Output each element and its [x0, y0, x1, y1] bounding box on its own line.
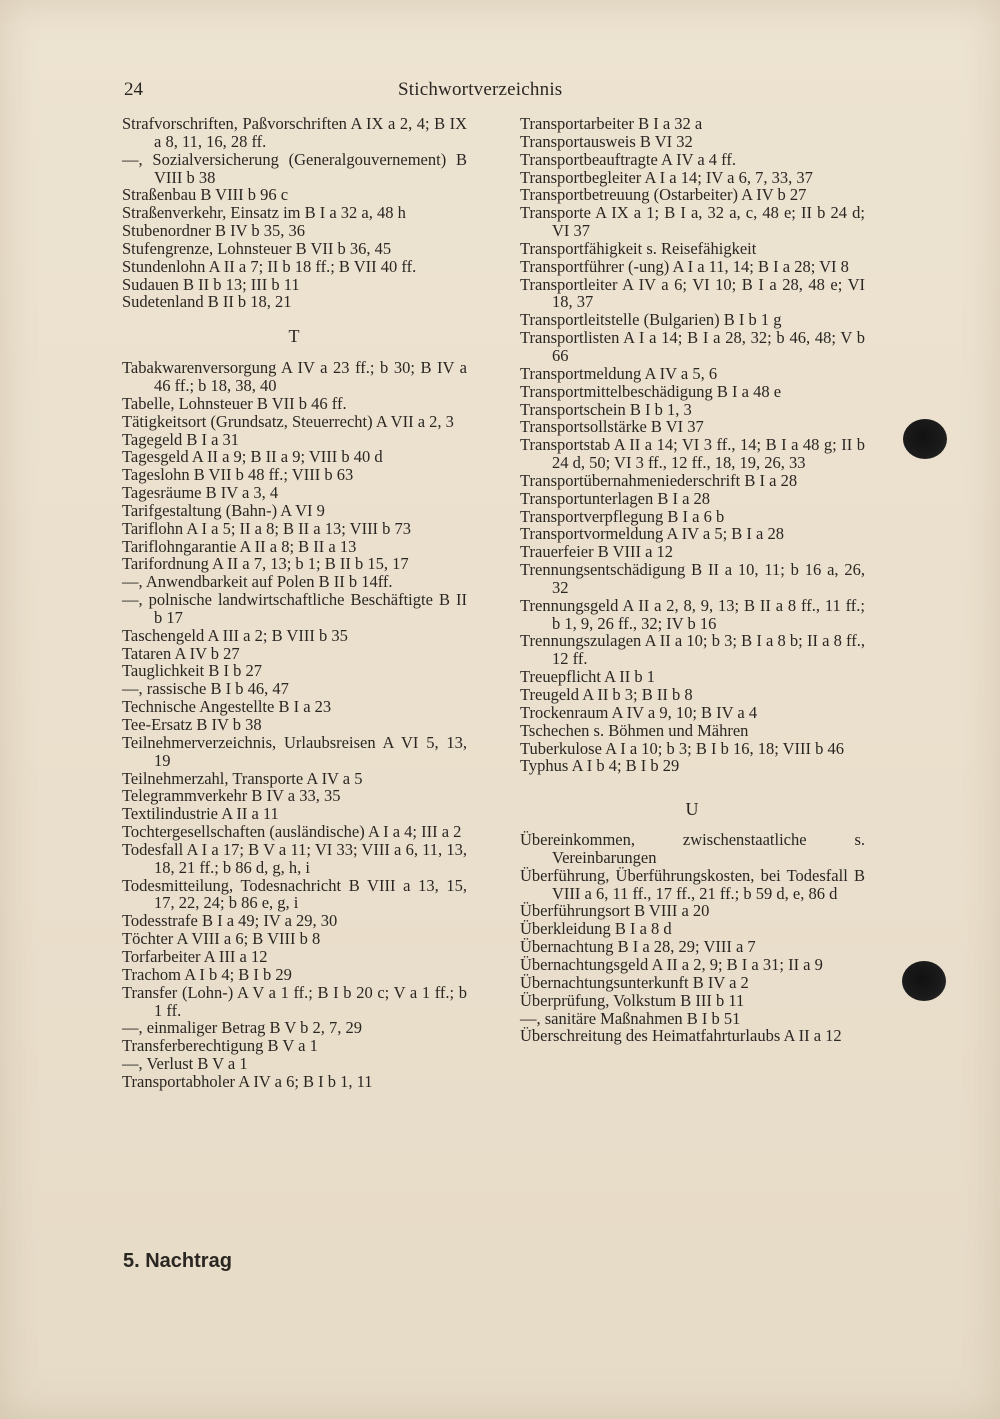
index-entry: Taschengeld A III a 2; B VIII b 35 — [122, 625, 348, 645]
index-entry: Transportlisten A I a 14; B I a 28, 32; b 46, 48; V b 66 — [520, 328, 865, 365]
index-entry: Sudetenland B II b 18, 21 — [122, 292, 292, 312]
index-entry: Textilindustrie A II a 11 — [122, 804, 279, 824]
index-entry: Teilnehmerverzeichnis, Urlaubsreisen A VI 5, 13, 19 — [122, 732, 467, 770]
index-entry: Teilnehmerzahl, Transporte A IV a 5 — [122, 768, 363, 788]
index-entry: Tuberkulose A I a 10; b 3; B I b 16, 18; VIII b 46 — [520, 738, 845, 758]
punch-hole — [902, 961, 946, 1001]
index-entry: Übernachtungsgeld A II a 2, 9; B I a 31; II a 9 — [520, 954, 823, 974]
index-entry: Transportleitstelle (Bulgarien) B I b 1 g — [520, 310, 782, 330]
index-entry: Typhus A I b 4; B I b 29 — [520, 756, 680, 776]
index-entry: Treugeld A II b 3; B II b 8 — [520, 685, 693, 704]
index-entry: Tätigkeitsort (Grundsatz, Steuerrecht) A VII a 2, 3 — [122, 411, 454, 431]
index-entry: —, Sozialversicherung (Generalgouvernement) B VIII b 38 — [122, 149, 467, 187]
section-letter-u: U — [685, 799, 700, 820]
index-entry: Transportschein B I b 1, 3 — [520, 399, 692, 419]
index-entry: —, sanitäre Maßnahmen B I b 51 — [520, 1008, 741, 1028]
index-entry: Überkleidung B I a 8 d — [520, 919, 672, 939]
index-entry: Überschreitung des Heimatfahrturlaubs A II a 12 — [520, 1026, 842, 1046]
index-entry: Transportverpflegung B I a 6 b — [520, 506, 725, 526]
index-entry: Transportleiter A IV a 6; VI 10; B I a 28, 48 e; VI 18, 37 — [520, 274, 865, 312]
index-entry: Tochtergesellschaften (ausländische) A I a 4; III a 2 — [122, 822, 462, 842]
index-entry: Töchter A VIII a 6; B VIII b 8 — [122, 929, 321, 949]
entries-u — [520, 831, 865, 1045]
index-entry: Transportbeauftragte A IV a 4 ff. — [520, 149, 736, 169]
index-entry: Transportbegleiter A I a 14; IV a 6, 7, 33, 37 — [520, 167, 813, 187]
index-entry: Tabelle, Lohnsteuer B VII b 46 ff. — [122, 393, 347, 413]
index-entry: —, einmaliger Betrag B V b 2, 7, 29 — [122, 1018, 362, 1038]
index-entry: —, Anwendbarkeit auf Polen B II b 14ff. — [122, 572, 393, 592]
index-entry: Transportfähigkeit s. Reisefähigkeit — [520, 238, 757, 258]
index-entry: Straßenverkehr, Einsatz im B I a 32 a, 48 h — [122, 203, 406, 223]
index-entry: Torfarbeiter A III a 12 — [122, 946, 268, 966]
entries-t-continued — [520, 115, 865, 775]
index-entry: Todesmitteilung, Todesnachricht B VIII a 13, 15, 17, 22, 24; b 86 e, g, i — [122, 875, 467, 913]
index-entry: Transportübernahmeniederschrift B I a 28 — [520, 470, 798, 490]
index-entry: Stufengrenze, Lohnsteuer B VII b 36, 45 — [122, 238, 392, 258]
index-entry: Transportarbeiter B I a 32 a — [520, 114, 703, 133]
index-entry: Transportunterlagen B I a 28 — [520, 488, 711, 508]
index-entry: Übereinkommen, zwischenstaatliche s. Vereinbarungen — [520, 830, 865, 867]
index-entry: Transportvormeldung A IV a 5; B I a 28 — [520, 524, 784, 544]
index-entry: Tagesgeld A II a 9; B II a 9; VIII b 40 d — [122, 447, 383, 467]
index-entry: Trauerfeier B VIII a 12 — [520, 542, 674, 562]
index-entry: Sudauen B II b 13; III b 11 — [122, 274, 300, 294]
index-entry: Transportsollstärke B VI 37 — [520, 417, 704, 437]
index-entry: Tariflohngarantie A II a 8; B II a 13 — [122, 536, 357, 556]
index-entry: Tschechen s. Böhmen und Mähren — [520, 720, 749, 740]
index-entry: Tariflohn A I a 5; II a 8; B II a 13; VIII b 73 — [122, 518, 412, 538]
index-entry: Transfer (Lohn-) A V a 1 ff.; B I b 20 c; V a 1 ff.; b 1 ff. — [122, 982, 467, 1020]
index-entry: Transportführer (-ung) A I a 11, 14; B I a 28; VI 8 — [520, 256, 849, 276]
index-entry: Transportstab A II a 14; VI 3 ff., 14; B I a 48 g; II b 24 d, 50; VI 3 ff., 12 ff., 18, 19, 26, 33 — [520, 435, 865, 473]
index-entry: —, Verlust B V a 1 — [122, 1054, 248, 1074]
index-entry: Stundenlohn A II a 7; II b 18 ff.; B VII 40 ff. — [122, 256, 417, 276]
punch-hole — [903, 419, 947, 459]
entries-t — [122, 359, 467, 1091]
index-entry: Transportmeldung A IV a 5, 6 — [520, 363, 718, 383]
index-entry: Tataren A IV b 27 — [122, 643, 240, 663]
page-number: 24 — [124, 79, 143, 100]
index-entry: Transportbetreuung (Ostarbeiter) A IV b 27 — [520, 185, 807, 205]
index-entry: Stubenordner B IV b 35, 36 — [122, 221, 306, 241]
supplement-label: 5. Nachtrag — [123, 1250, 232, 1272]
index-column-left — [122, 115, 467, 1091]
index-entry: Überführung, Überführungskosten, bei Todesfall B VIII a 6, 11 ff., 17 ff., 21 ff.; b 59 d, e, 86 d — [520, 865, 865, 903]
index-entry: Transferberechtigung B V a 1 — [122, 1036, 318, 1056]
index-entry: Trachom A I b 4; B I b 29 — [122, 964, 292, 984]
index-entry: Tarifordnung A II a 7, 13; b 1; B II b 15, 17 — [122, 554, 409, 574]
index-entry: Treuepflicht A II b 1 — [520, 667, 656, 687]
index-entry: Trockenraum A IV a 9, 10; B IV a 4 — [520, 702, 758, 722]
index-entry: —, polnische landwirtschaftliche Beschäftigte B II b 17 — [122, 590, 467, 627]
index-entry: Tagesräume B IV a 3, 4 — [122, 483, 279, 503]
index-entry: Tauglichkeit B I b 27 — [122, 661, 262, 681]
index-entry: Tabakwarenversorgung A IV a 23 ff.; b 30; B IV a 46 ff.; b 18, 38, 40 — [122, 358, 467, 395]
index-entry: Transportabholer A IV a 6; B I b 1, 11 — [122, 1071, 373, 1091]
section-letter-t: T — [288, 326, 301, 347]
index-entry: Technische Angestellte B I a 23 — [122, 697, 332, 717]
index-entry: Telegrammverkehr B IV a 33, 35 — [122, 786, 341, 806]
index-entry: Tageslohn B VII b 48 ff.; VIII b 63 — [122, 465, 354, 485]
index-entry: Transporte A IX a 1; B I a, 32 a, c, 48 e; II b 24 d; VI 37 — [520, 203, 865, 241]
index-entry: Todesstrafe B I a 49; IV a 29, 30 — [122, 911, 338, 931]
index-entry: Überprüfung, Volkstum B III b 11 — [520, 990, 745, 1010]
entries-s — [122, 115, 467, 311]
index-entry: Tarifgestaltung (Bahn-) A VI 9 — [122, 500, 325, 520]
index-entry: Trennungszulagen A II a 10; b 3; B I a 8 b; II a 8 ff., 12 ff. — [520, 631, 865, 669]
running-head: Stichwortverzeichnis — [398, 79, 563, 100]
index-entry: Strafvorschriften, Paßvorschriften A IX a 2, 4; B IX a 8, 11, 16, 28 ff. — [122, 114, 467, 151]
index-entry: Transportmittelbeschädigung B I a 48 e — [520, 381, 782, 401]
index-entry: Straßenbau B VIII b 96 c — [122, 185, 289, 205]
index-entry: Überführungsort B VIII a 20 — [520, 901, 710, 921]
index-entry: Übernachtungsunterkunft B IV a 2 — [520, 972, 749, 992]
index-entry: Transportausweis B VI 32 — [520, 131, 693, 151]
index-entry: Trennungsgeld A II a 2, 8, 9, 13; B II a 8 ff., 11 ff.; b 1, 9, 26 ff., 32; IV b 16 — [520, 595, 865, 633]
index-entry: Todesfall A I a 17; B V a 11; VI 33; VIII a 6, 11, 13, 18, 21 ff.; b 86 d, g, h, i — [122, 839, 467, 877]
index-entry: —, rassische B I b 46, 47 — [122, 679, 289, 699]
index-entry: Tagegeld B I a 31 — [122, 429, 240, 449]
index-entry: Tee-Ersatz B IV b 38 — [122, 715, 262, 734]
index-entry: Übernachtung B I a 28, 29; VIII a 7 — [520, 937, 756, 957]
index-entry: Trennungsentschädigung B II a 10, 11; b 16 a, 26, 32 — [520, 560, 865, 597]
index-column-right — [520, 115, 865, 1045]
